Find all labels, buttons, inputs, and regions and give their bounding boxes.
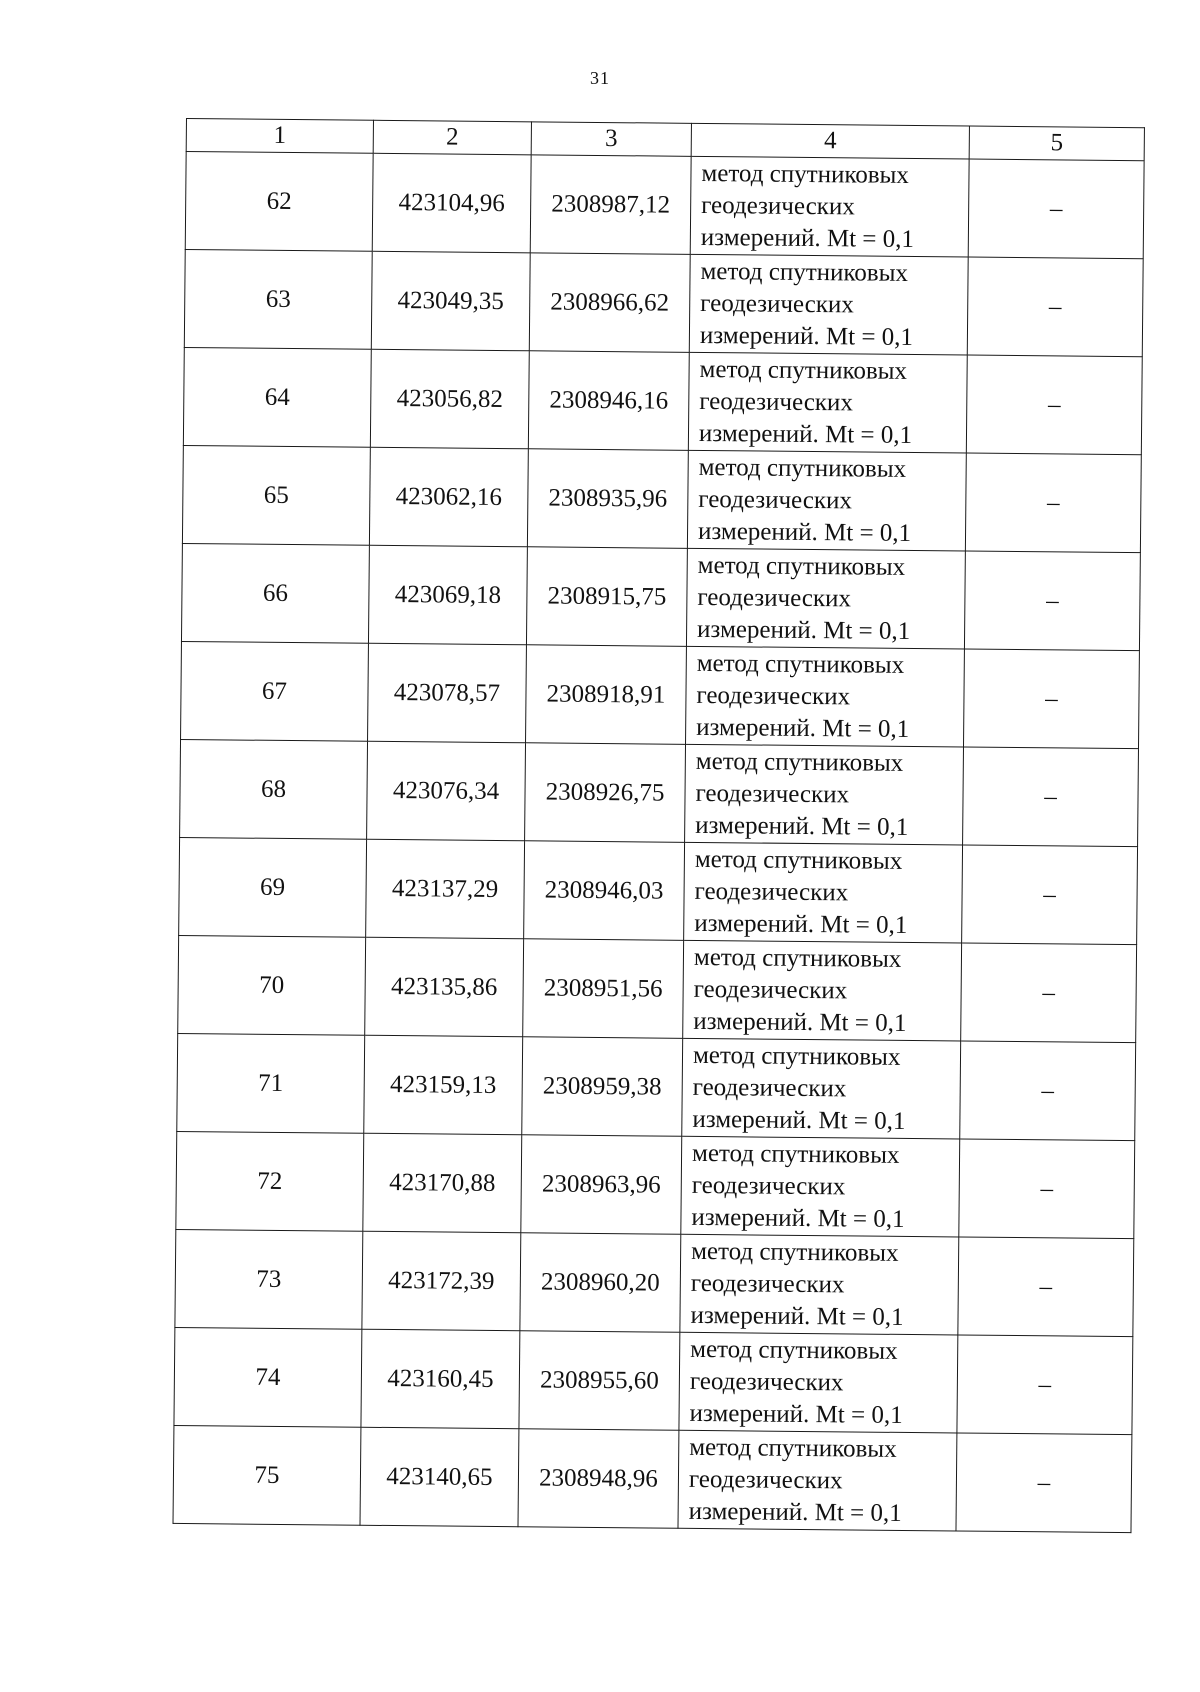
point-number-cell: 71 — [177, 1033, 365, 1133]
method-cell: метод спутниковых геодезических измерений. Mt = 0,1 — [680, 1234, 959, 1335]
table-row — [177, 1033, 1136, 1140]
x-coordinate-cell: 423172,39 — [362, 1231, 521, 1331]
column-header-2: 2 — [373, 120, 531, 155]
table-row — [180, 739, 1139, 846]
note-cell: – — [968, 159, 1144, 259]
note-cell: – — [965, 453, 1141, 553]
point-number-cell: 67 — [181, 641, 369, 741]
table-row — [173, 1425, 1132, 1532]
y-coordinate-cell: 2308915,75 — [526, 547, 687, 647]
table-row — [183, 347, 1142, 454]
column-header-4: 4 — [691, 123, 969, 159]
column-header-1: 1 — [186, 119, 373, 154]
y-coordinate-cell: 2308948,96 — [518, 1429, 679, 1529]
method-cell: метод спутниковых геодезических измерений. Mt = 0,1 — [681, 1136, 960, 1237]
note-cell: – — [962, 845, 1138, 945]
note-cell: – — [956, 1433, 1132, 1533]
table-row — [181, 641, 1140, 748]
y-coordinate-cell: 2308926,75 — [525, 743, 686, 843]
method-cell: метод спутниковых геодезических измерений. Mt = 0,1 — [683, 940, 962, 1041]
method-cell: метод спутниковых геодезических измерений. Mt = 0,1 — [690, 156, 969, 257]
method-cell: метод спутниковых геодезических измерений. Mt = 0,1 — [689, 254, 968, 355]
note-cell: – — [957, 1335, 1133, 1435]
note-cell: – — [966, 355, 1142, 455]
x-coordinate-cell: 423076,34 — [367, 741, 526, 841]
x-coordinate-cell: 423078,57 — [368, 643, 527, 743]
note-cell: – — [963, 747, 1139, 847]
method-cell: метод спутниковых геодезических измерений. Mt = 0,1 — [679, 1332, 958, 1433]
y-coordinate-cell: 2308946,03 — [524, 841, 685, 941]
point-number-cell: 64 — [183, 347, 371, 447]
method-cell: метод спутниковых геодезических измерений. Mt = 0,1 — [686, 548, 965, 649]
y-coordinate-cell: 2308966,62 — [529, 253, 690, 353]
method-cell: метод спутниковых геодезических измерений. Mt = 0,1 — [685, 744, 964, 845]
point-number-cell: 72 — [176, 1131, 364, 1231]
y-coordinate-cell: 2308959,38 — [522, 1037, 683, 1137]
method-cell: метод спутниковых геодезических измерений. Mt = 0,1 — [686, 646, 965, 747]
point-number-cell: 62 — [185, 152, 373, 252]
x-coordinate-cell: 423049,35 — [371, 251, 530, 351]
table-body — [173, 152, 1144, 1533]
y-coordinate-cell: 2308987,12 — [530, 155, 691, 255]
note-cell: – — [963, 649, 1139, 749]
x-coordinate-cell: 423140,65 — [360, 1427, 519, 1527]
table-row — [176, 1131, 1135, 1238]
note-cell: – — [959, 1139, 1135, 1239]
x-coordinate-cell: 423104,96 — [372, 153, 531, 253]
x-coordinate-cell: 423170,88 — [363, 1133, 522, 1233]
y-coordinate-cell: 2308951,56 — [523, 939, 684, 1039]
table-row — [181, 543, 1140, 650]
table-row — [184, 249, 1143, 356]
point-number-cell: 70 — [178, 935, 366, 1035]
y-coordinate-cell: 2308935,96 — [527, 449, 688, 549]
note-cell: – — [958, 1237, 1134, 1337]
method-cell: метод спутниковых геодезических измерений. Mt = 0,1 — [687, 450, 966, 551]
point-number-cell: 74 — [174, 1327, 362, 1427]
coordinates-table — [173, 118, 1145, 1533]
table-row — [178, 935, 1137, 1042]
method-cell: метод спутниковых геодезических измерений. Mt = 0,1 — [684, 842, 963, 943]
point-number-cell: 69 — [179, 837, 367, 937]
y-coordinate-cell: 2308955,60 — [519, 1331, 680, 1431]
point-number-cell: 63 — [184, 249, 372, 349]
y-coordinate-cell: 2308963,96 — [521, 1135, 682, 1235]
y-coordinate-cell: 2308946,16 — [528, 351, 689, 451]
table-row — [179, 837, 1138, 944]
table-row — [175, 1229, 1134, 1336]
column-header-3: 3 — [531, 122, 691, 157]
table-row — [174, 1327, 1133, 1434]
column-header-5: 5 — [969, 126, 1144, 161]
x-coordinate-cell: 423056,82 — [370, 349, 529, 449]
x-coordinate-cell: 423062,16 — [369, 447, 528, 547]
table-row — [182, 445, 1141, 552]
point-number-cell: 66 — [181, 543, 369, 643]
method-cell: метод спутниковых геодезических измерений. Mt = 0,1 — [678, 1430, 957, 1531]
point-number-cell: 73 — [175, 1229, 363, 1329]
y-coordinate-cell: 2308960,20 — [520, 1233, 681, 1333]
point-number-cell: 68 — [180, 739, 368, 839]
method-cell: метод спутниковых геодезических измерений. Mt = 0,1 — [688, 352, 967, 453]
x-coordinate-cell: 423160,45 — [361, 1329, 520, 1429]
page-number: 31 — [590, 68, 610, 88]
method-cell: метод спутниковых геодезических измерений. Mt = 0,1 — [682, 1038, 961, 1139]
x-coordinate-cell: 423137,29 — [366, 839, 525, 939]
note-cell: – — [964, 551, 1140, 651]
x-coordinate-cell: 423159,13 — [364, 1035, 523, 1135]
x-coordinate-cell: 423135,86 — [365, 937, 524, 1037]
point-number-cell: 75 — [173, 1425, 361, 1525]
note-cell: – — [967, 257, 1143, 357]
note-cell: – — [961, 943, 1137, 1043]
y-coordinate-cell: 2308918,91 — [526, 645, 687, 745]
point-number-cell: 65 — [182, 445, 370, 545]
x-coordinate-cell: 423069,18 — [368, 545, 527, 645]
table-row — [185, 152, 1144, 259]
note-cell: – — [960, 1041, 1136, 1141]
